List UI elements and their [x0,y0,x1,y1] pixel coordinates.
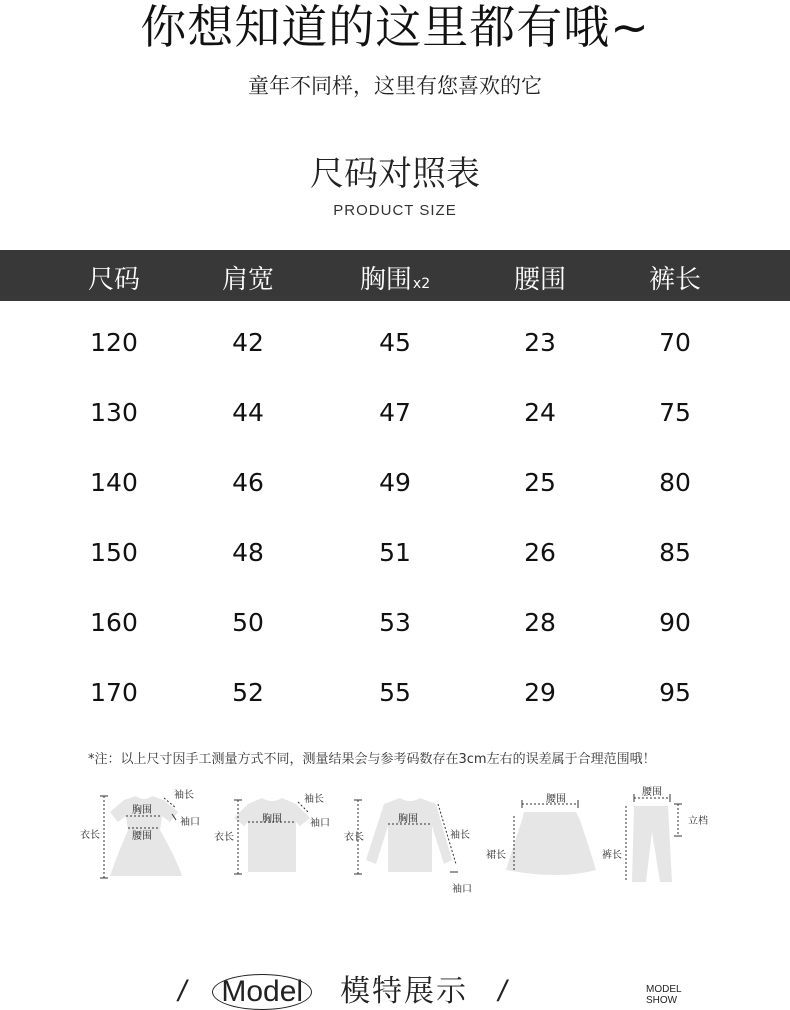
table-row [0,608,790,648]
header-pants-length: 裤长 [648,265,702,295]
header-waist: 腰围 [513,265,567,295]
tshirt-cuff-label: 袖口 [310,818,330,829]
cell-pants-length: 75 [659,398,691,427]
cell-chest: 49 [379,468,411,497]
tshirt-sleeve-label: 袖长 [304,794,324,805]
table-row [0,468,790,508]
slash-left: / [178,975,187,1008]
skirt-diagram [484,780,614,900]
pants-rise-label: 立档 [688,816,708,827]
cell-pants-length: 90 [659,608,691,637]
measurement-note: *注：以上尺寸因手工测量方式不同，测量结果会与参考码数存在3cm左右的误差属于合理范围哦！ [88,752,656,767]
pants-diagram [598,780,728,900]
tshirt-length-label: 衣长 [214,832,234,843]
cell-size: 170 [90,678,138,707]
cell-chest: 53 [379,608,411,637]
page-title: 你想知道的这里都有哦~ [140,0,650,54]
cell-chest: 51 [379,538,411,567]
slash-right: / [498,975,507,1008]
table-header [0,250,790,301]
size-chart-heading [0,150,790,230]
cell-waist: 28 [524,608,556,637]
cell-pants-length: 70 [659,328,691,357]
cell-waist: 26 [524,538,556,567]
table-row [0,678,790,718]
cell-size: 140 [90,468,138,497]
pants-icon [598,780,728,900]
sweater-chest-label: 胸围 [398,814,418,825]
cell-chest: 55 [379,678,411,707]
cell-waist: 23 [524,328,556,357]
page-subtitle: 童年不同样，这里有您喜欢的它 [248,74,542,98]
cell-shoulder: 46 [232,468,264,497]
tshirt-diagram [212,780,342,900]
measurement-diagrams [0,780,790,900]
table-body [0,301,790,741]
cell-waist: 25 [524,468,556,497]
cell-waist: 24 [524,398,556,427]
model-title-en: Model [212,974,312,1010]
size-chart-subtitle: PRODUCT SIZE [333,202,457,219]
header-chest: 胸围x2 [359,265,431,295]
dress-sleeve-label: 袖长 [174,790,194,801]
title-highlight: 尺码 [310,154,378,194]
cell-waist: 29 [524,678,556,707]
cell-shoulder: 44 [232,398,264,427]
sweater-diagram [344,780,484,900]
header-size: 尺码 [87,265,141,295]
dress-diagram [76,780,206,900]
cell-size: 120 [90,328,138,357]
sweater-sleeve-label: 袖长 [450,830,470,841]
size-table [0,250,790,741]
pants-length-label: 裤长 [602,850,622,861]
table-row [0,398,790,438]
cell-shoulder: 48 [232,538,264,567]
header-shoulder: 肩宽 [221,265,275,295]
cell-chest: 45 [379,328,411,357]
sweater-cuff-label: 袖口 [452,884,472,895]
cell-pants-length: 80 [659,468,691,497]
cell-shoulder: 42 [232,328,264,357]
skirt-length-label: 裙长 [486,850,506,861]
cell-size: 150 [90,538,138,567]
cell-size: 130 [90,398,138,427]
dress-waist-label: 腰围 [132,831,152,842]
model-title-cn: 模特展示 [340,974,469,1009]
skirt-waist-label: 腰围 [546,794,566,805]
cell-shoulder: 50 [232,608,264,637]
size-chart-title: 尺码对照表 [310,154,480,194]
cell-shoulder: 52 [232,678,264,707]
cell-chest: 47 [379,398,411,427]
pants-waist-label: 腰围 [642,787,662,798]
model-title [178,974,506,1010]
sweater-length-label: 衣长 [344,832,364,843]
cell-size: 160 [90,608,138,637]
cell-pants-length: 85 [659,538,691,567]
dress-cuff-label: 袖口 [180,817,200,828]
cell-pants-length: 95 [659,678,691,707]
dress-length-label: 衣长 [80,830,100,841]
table-row [0,538,790,578]
model-show-label: MODEL SHOW [646,984,682,1006]
tshirt-chest-label: 胸围 [262,814,282,825]
dress-chest-label: 胸围 [132,805,152,816]
table-row [0,328,790,368]
